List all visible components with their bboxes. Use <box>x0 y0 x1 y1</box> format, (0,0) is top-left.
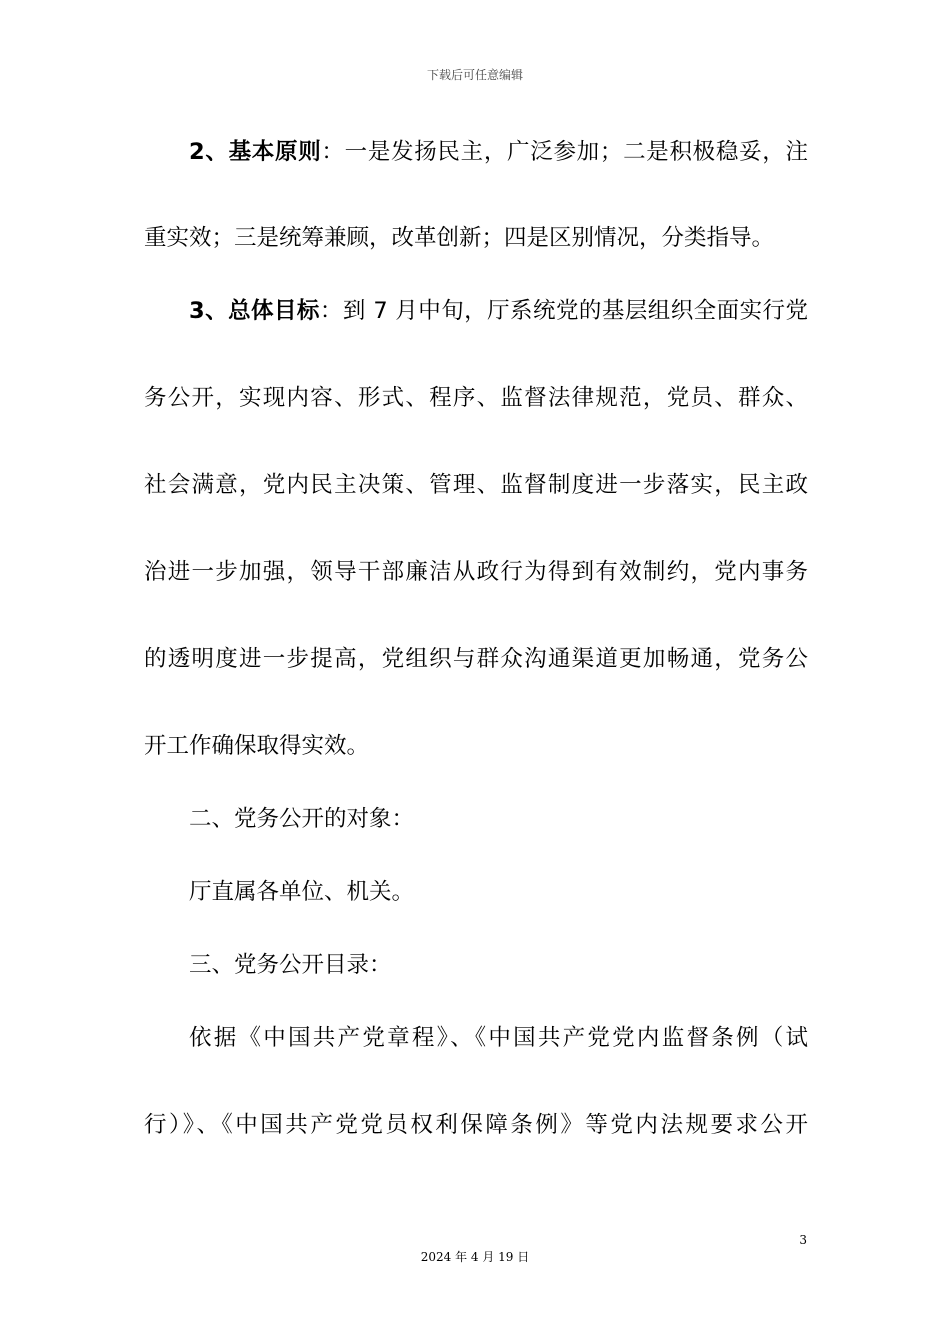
header-note: 下载后可任意编辑 <box>426 68 523 82</box>
principle-text: ：一是发扬民主，广泛参加；二是积极稳妥，注 <box>321 139 808 165</box>
goal-line-3: 社会满意，党内民主决策、管理、监督制度进一步落实，民主政 <box>144 472 808 498</box>
goal-number: 3、 <box>189 298 229 324</box>
footer-date: 2024 年 4 月 19 日 <box>420 1250 530 1264</box>
principle-label: 基本原则 <box>228 139 322 165</box>
basis-line-2: 行）》、《中国共产党党员权利保障条例》等党内法规要求公开 <box>144 1112 808 1138</box>
section-2-heading: 二、党务公开的对象： <box>189 806 415 832</box>
principle-line-2: 重实效；三是统筹兼顾，改革创新；四是区别情况，分类指导。 <box>144 225 775 251</box>
goal-line-6: 开工作确保取得实效。 <box>144 733 370 759</box>
section-2-body: 厅直属各单位、机关。 <box>189 879 415 905</box>
goal-line-1 <box>189 295 808 327</box>
goal-line-5: 的透明度进一步提高，党组织与群众沟通渠道更加畅通，党务公 <box>144 646 808 672</box>
goal-line-4: 治进一步加强，领导干部廉洁从政行为得到有效制约，党内事务 <box>144 559 808 585</box>
principle-line-1 <box>189 136 808 168</box>
goal-label: 总体目标 <box>228 298 320 324</box>
basis-line-1: 依据《中国共产党章程》、《中国共产党党内监督条例（试 <box>189 1025 808 1051</box>
goal-text: ：到 7 月中旬，厅系统党的基层组织全面实行党 <box>319 298 808 324</box>
goal-line-2: 务公开，实现内容、形式、程序、监督法律规范，党员、群众、 <box>144 385 808 411</box>
section-3-heading: 三、党务公开目录： <box>189 952 392 978</box>
page-number: 3 <box>799 1233 807 1247</box>
principle-number: 2、 <box>189 139 229 165</box>
